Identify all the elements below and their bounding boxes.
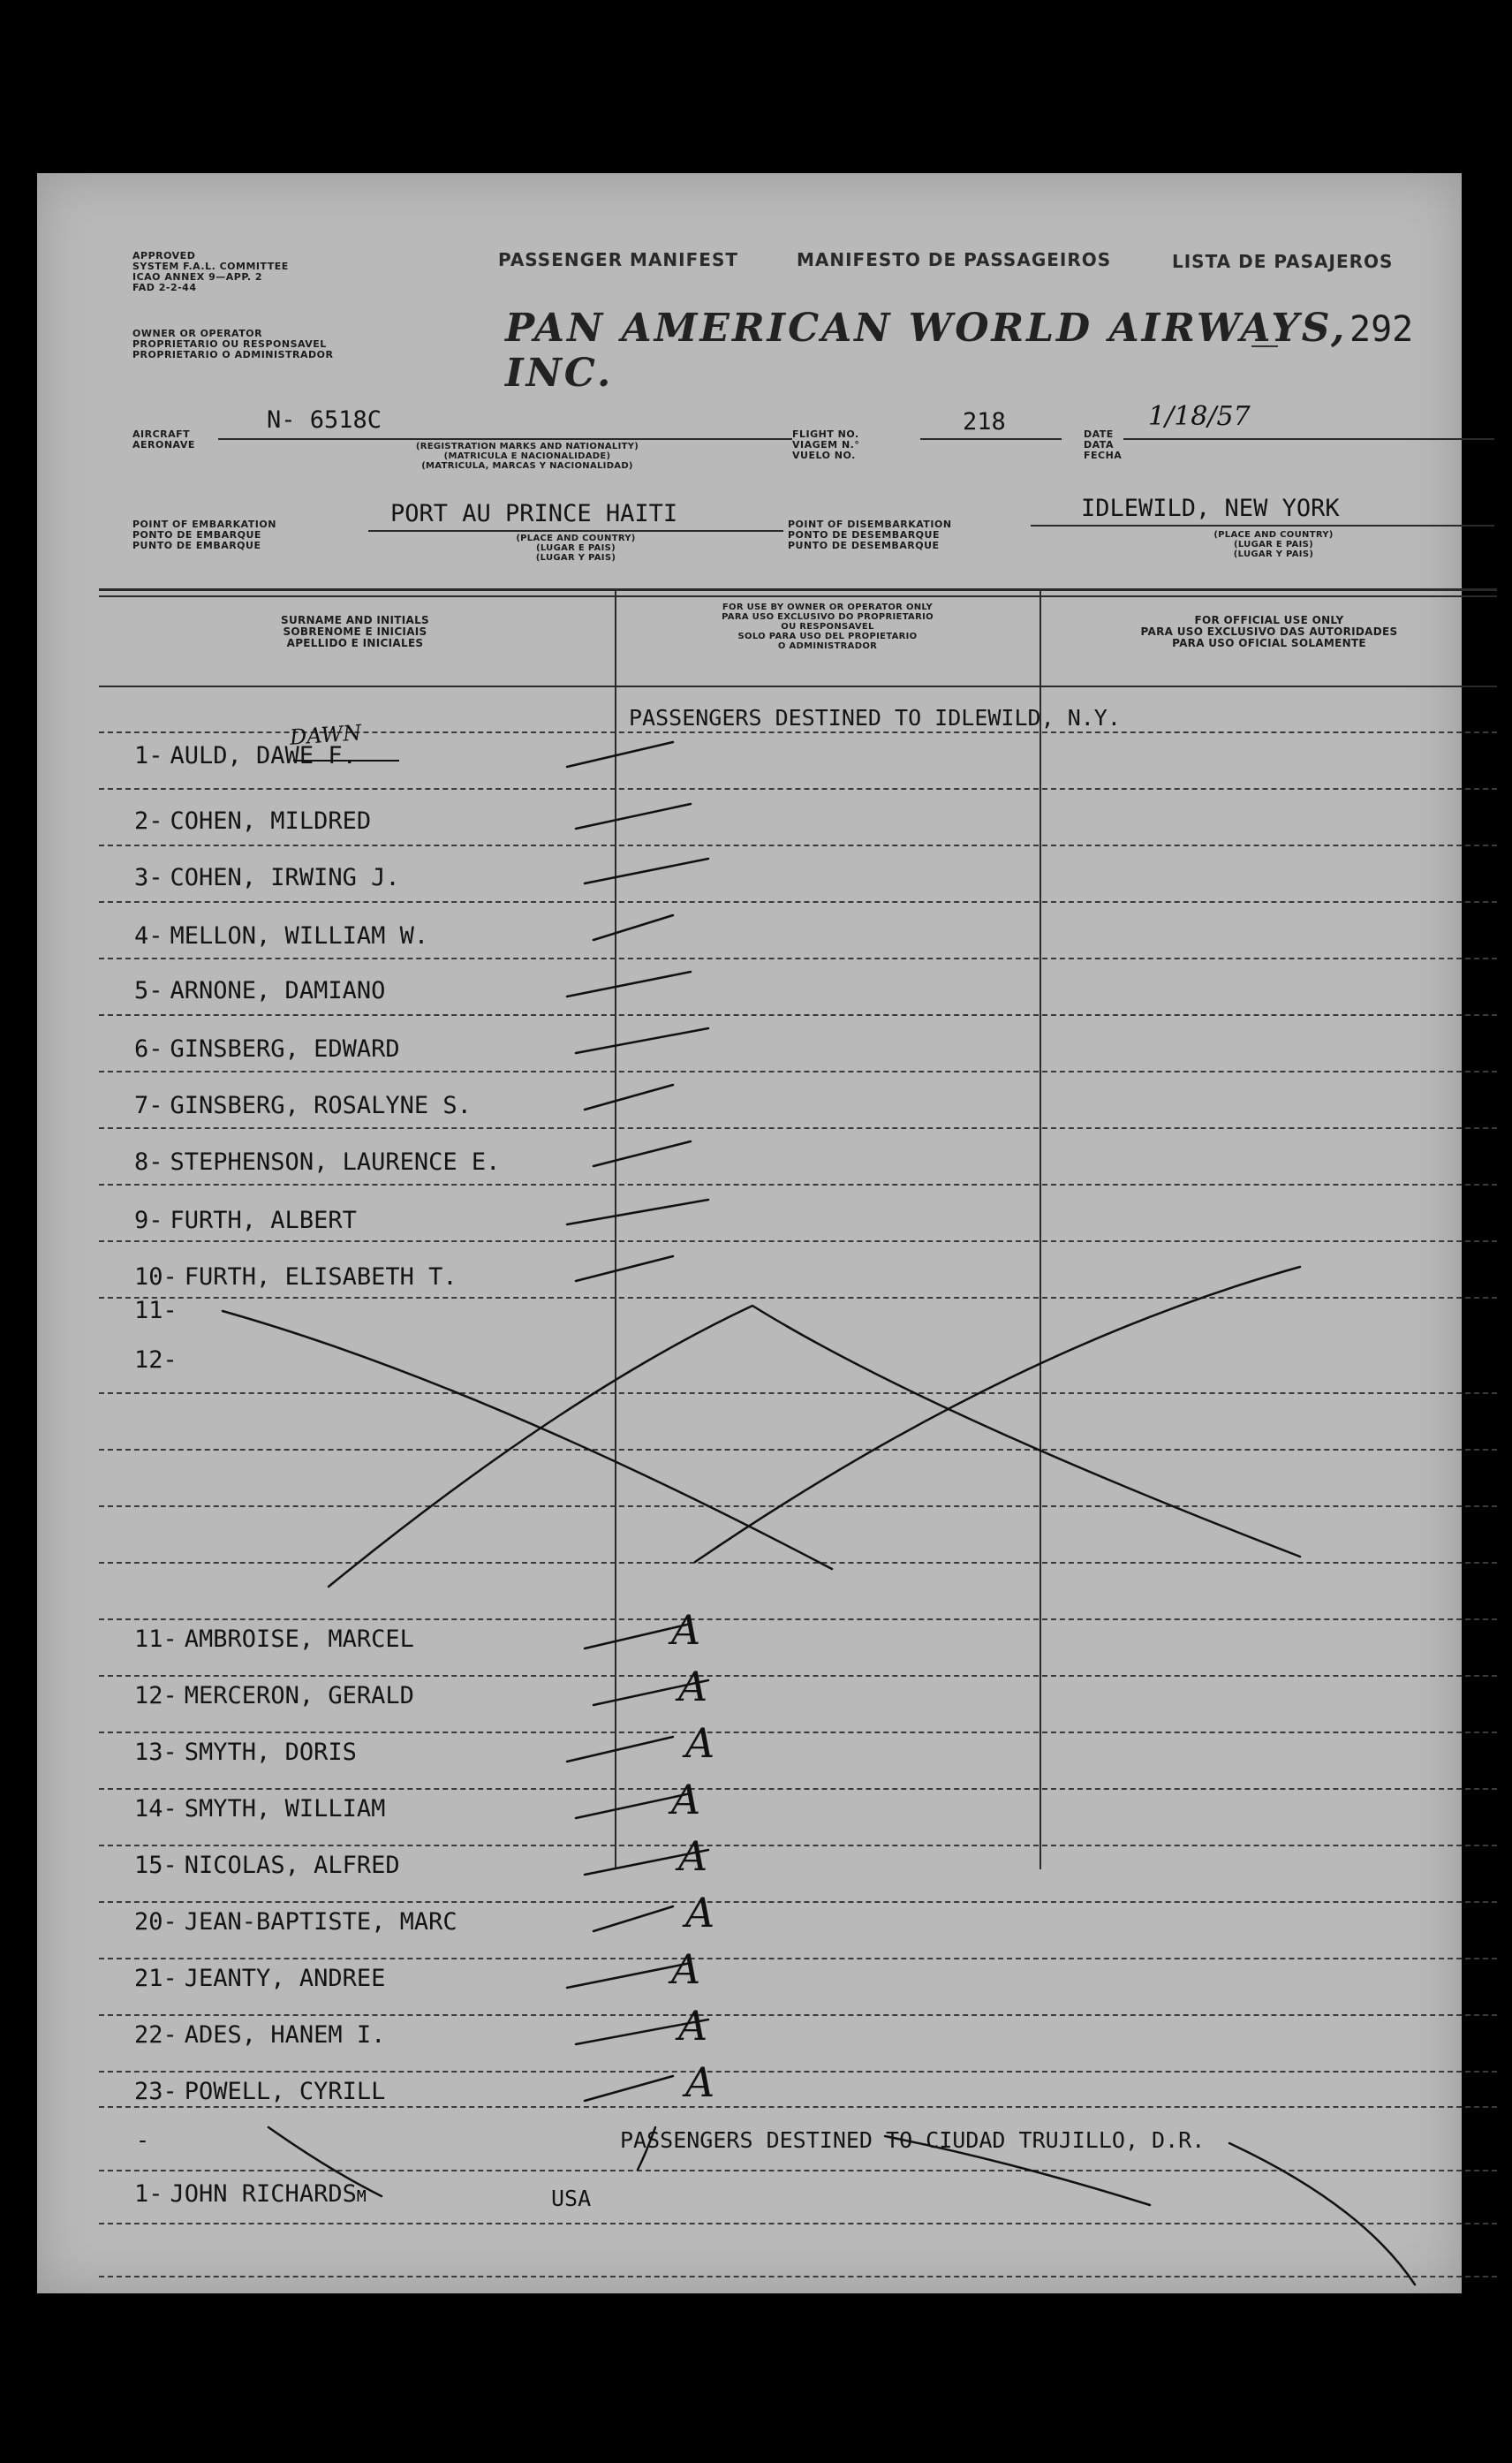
passenger-name: AMBROISE, MARCEL [184,1626,414,1653]
passenger-name: FURTH, ELISABETH T. [184,1263,457,1291]
passenger-name: JEAN-BAPTISTE, MARC [184,1908,457,1936]
passenger-number: 5- [134,977,163,1004]
disembark-sub-line: (PLACE AND COUNTRY) [1213,530,1334,540]
title-pt: MANIFESTO DE PASSAGEIROS [797,249,1112,270]
cross-out-stroke [638,2127,655,2170]
handwritten-a-mark: A [678,1663,708,1710]
aircraft-sub-line: (MATRICULA E NACIONALIDADE) [443,451,611,461]
flight-label-line: VUELO NO. [792,450,856,461]
cross-out-stroke [695,1267,1300,1562]
passenger-number: 22- [134,2021,178,2049]
check-stroke [567,1200,708,1224]
passenger-name: ARNONE, DAMIANO [170,977,386,1004]
owner-label-line: OWNER OR OPERATOR [132,328,263,339]
cross-out-stroke [268,2127,382,2196]
check-stroke [576,1793,691,1818]
page-number: 292 [1349,309,1414,350]
check-stroke [593,1906,673,1931]
embark-label-line: PONTO DE EMBARQUE [132,529,261,541]
col1-header-line: SOBRENOME E INICIAIS [283,625,427,638]
title-en: PASSENGER MANIFEST [498,249,738,270]
check-stroke [593,1680,708,1705]
aircraft-sub-line: (REGISTRATION MARKS AND NATIONALITY) [415,442,639,451]
passenger-number: 1- [134,742,163,769]
col2-header-line: SOLO PARA USO DEL PROPIETARIO [737,632,918,641]
date-label-line: DATA [1084,439,1114,451]
check-stroke [593,1141,691,1166]
passenger-number: 11- [134,1626,178,1653]
disembark-label-line: PUNTO DE DESEMBARQUE [788,540,940,551]
section3-dash: - [136,2127,150,2153]
col1-header-line: APELLIDO E INICIALES [286,637,424,649]
passenger-number: 1- [134,2180,163,2208]
col2-header-line: OU RESPONSAVEL [781,622,874,632]
handwritten-a-mark: A [678,1832,708,1880]
check-stroke [576,804,691,829]
passenger-name: MELLON, WILLIAM W. [170,922,429,950]
check-stroke [585,859,708,883]
passenger-name: JEANTY, ANDREE [184,1965,386,1992]
col3-header-line: FOR OFFICIAL USE ONLY [1194,614,1344,626]
passenger-name: STEPHENSON, LAURENCE E. [170,1148,501,1176]
passenger-number: 2- [134,807,163,835]
passenger-number: 3- [134,864,163,891]
passenger-nationality: USA [551,2186,592,2211]
col1-header-line: SURNAME AND INITIALS [281,614,429,626]
date-value: 1/18/57 [1148,401,1251,432]
check-stroke [585,1850,708,1875]
approval-line: APPROVED [132,250,196,261]
approval-line: ICAO ANNEX 9—APP. 2 [132,271,263,283]
passenger-number: 14- [134,1795,178,1823]
aircraft-value: N- 6518C [267,406,382,434]
passenger-name: JOHN RICHARDS [170,2180,357,2208]
check-stroke [593,915,673,940]
disembark-label-line: POINT OF DISEMBARKATION [788,519,952,530]
col2-header-line: FOR USE BY OWNER OR OPERATOR ONLY [722,602,934,612]
company-name: PAN AMERICAN WORLD AIRWAYS, INC. [505,306,1348,396]
cross-out-stroke [885,2136,1150,2205]
passenger-number: 11- [134,1297,178,1324]
passenger-name: POWELL, CYRILL [184,2078,386,2105]
passenger-name: MERCERON, GERALD [184,1682,414,1709]
check-stroke [576,1256,673,1281]
aircraft-sub-line: (MATRICULA, MARCAS Y NACIONALIDAD) [421,461,633,471]
passenger-name: SMYTH, DORIS [184,1739,357,1766]
passenger-number: 12- [134,1346,178,1374]
handwritten-a-mark: A [671,1945,701,1993]
handwritten-a-mark: A [678,2002,708,2050]
cross-out-stroke [329,1306,1300,1587]
check-stroke [567,972,691,997]
aircraft-label-line: AERONAVE [132,439,195,451]
aircraft-label-line: AIRCRAFT [132,428,191,440]
disembark-sub-line: (LUGAR E PAIS) [1234,540,1313,549]
check-stroke [567,1963,691,1988]
handwritten-a-mark: A [685,1719,715,1767]
check-stroke [567,1737,673,1762]
owner-label-line: PROPRIETARIO OU RESPONSAVEL [132,338,327,350]
passenger-number: 4- [134,922,163,950]
embark-label-line: POINT OF EMBARKATION [132,519,276,530]
check-stroke [567,742,673,767]
approval-line: SYSTEM F.A.L. COMMITTEE [132,261,289,272]
date-label-line: DATE [1084,428,1114,440]
approval-line: FAD 2-2-44 [132,282,197,293]
date-label-line: FECHA [1084,450,1123,461]
disembark-value: IDLEWILD, NEW YORK [1081,495,1340,522]
passenger-number: 13- [134,1739,178,1766]
col3-header-line: PARA USO OFICIAL SOLAMENTE [1172,637,1366,649]
passenger-name: COHEN, IRWING J. [170,864,400,891]
passenger-number: 9- [134,1207,163,1234]
passenger-name: NICOLAS, ALFRED [184,1852,400,1879]
manifest-page [37,173,1462,2293]
disembark-label-line: PONTO DE DESEMBARQUE [788,529,940,541]
flight-label-line: FLIGHT NO. [792,428,859,440]
passenger-number: 8- [134,1148,163,1176]
check-stroke [576,1028,708,1053]
embark-label-line: PUNTO DE EMBARQUE [132,540,261,551]
cross-out-stroke [1229,2143,1415,2285]
embark-sub-line: (PLACE AND COUNTRY) [516,534,636,543]
passenger-name: COHEN, MILDRED [170,807,372,835]
passenger-number: 6- [134,1035,163,1063]
check-stroke [585,1624,691,1648]
section1-title: PASSENGERS DESTINED TO IDLEWILD, N.Y. [629,705,1121,731]
handwritten-a-mark: A [671,1606,701,1654]
owner-label-line: PROPRIETARIO O ADMINISTRADOR [132,349,334,360]
pen-marks [37,173,1462,2293]
passenger-name: GINSBERG, EDWARD [170,1035,400,1063]
passenger-name: GINSBERG, ROSALYNE S. [170,1092,472,1119]
check-stroke [585,2076,673,2101]
passenger-number: 10- [134,1263,178,1291]
embark-sub-line: (LUGAR Y PAIS) [535,553,616,563]
handwritten-a-mark: A [671,1776,701,1823]
passenger-name: SMYTH, WILLIAM [184,1795,386,1823]
passenger-number: 21- [134,1965,178,1992]
flight-value: 218 [963,408,1006,436]
passenger-number: 15- [134,1852,178,1879]
handwritten-first-name: DAWN [289,720,363,750]
passenger-suffix: M [356,2187,367,2206]
passenger-name: AULD, DAWE F. [170,742,357,769]
passenger-name: FURTH, ALBERT [170,1207,357,1234]
col2-header-line: O ADMINISTRADOR [777,641,878,651]
flight-label-line: VIAGEM N.° [792,439,860,451]
embark-sub-line: (LUGAR E PAIS) [536,543,616,553]
section3-title: PASSENGERS DESTINED TO CIUDAD TRUJILLO, D.R. [620,2127,1206,2153]
check-marks [567,742,708,2101]
passenger-number: 7- [134,1092,163,1119]
col3-header-line: PARA USO EXCLUSIVO DAS AUTORIDADES [1140,625,1398,638]
passenger-number: 20- [134,1908,178,1936]
passenger-number: 12- [134,1682,178,1709]
disembark-sub-line: (LUGAR Y PAIS) [1233,549,1314,559]
embark-value: PORT AU PRINCE HAITI [390,500,678,527]
col2-header-line: PARA USO EXCLUSIVO DO PROPRIETARIO [722,612,934,622]
check-stroke [576,2020,708,2044]
title-es: LISTA DE PASAJEROS [1172,251,1394,272]
handwritten-a-mark: A [685,2058,715,2106]
passenger-number: 23- [134,2078,178,2105]
check-stroke [585,1085,673,1110]
passenger-name: ADES, HANEM I. [184,2021,386,2049]
handwritten-a-mark: A [685,1889,715,1936]
